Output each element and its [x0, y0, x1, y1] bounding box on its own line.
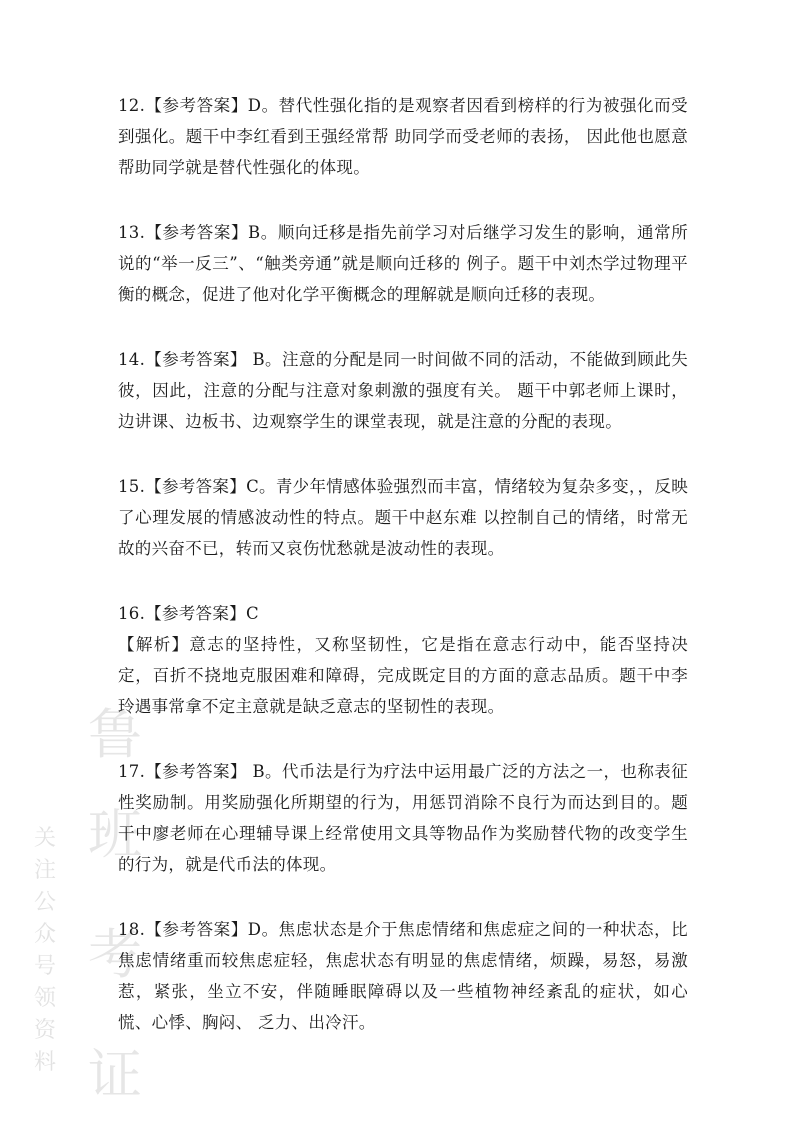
watermark-char: 鲁	[88, 703, 142, 766]
answer-item-18	[118, 914, 688, 1038]
watermark-char: 注	[33, 858, 56, 883]
watermark-char: 证	[88, 1043, 142, 1106]
watermark-char: 资	[33, 1018, 56, 1043]
answer-text: 15.【参考答案】C。青少年情感体验强烈而丰富，情绪较为复杂多变，，反映了心理发展的情感波动性的特点。题干中赵东难 以控制自己的情绪，时常无故的兴奋不已，转而又哀伤忧愁就是波动性的表现。	[118, 477, 688, 558]
answer-text: 18.【参考答案】D。焦虑状态是介于焦虑情绪和焦虑症之间的一种状态，比焦虑情绪重而较焦虑症轻，焦虑状态有明显的焦虑情绪，烦躁，易怒，易激惹，紧张，坐立不安，伴随睡眠障碍以及一些植物神经紊乱的症状，如心慌、心悸、胸闷、 乏力、出冷汗。	[118, 920, 688, 1032]
answer-item-15	[118, 471, 688, 564]
watermark-char: 号	[33, 954, 56, 979]
watermark-char: 公	[33, 890, 56, 915]
answer-item-14	[118, 344, 688, 437]
answer-key: 16.【参考答案】C	[118, 604, 259, 623]
watermark-char: 料	[33, 1050, 56, 1075]
answer-text: 12.【参考答案】D。替代性强化指的是观察者因看到榜样的行为被强化而受到强化。题干中李红看到王强经常帮 助同学而受老师的表扬， 因此他也愿意帮助同学就是替代性强化的体现。	[118, 96, 688, 177]
answer-item-13	[118, 217, 688, 310]
answer-list	[118, 90, 688, 1038]
analysis-text: 【解析】意志的坚持性，又称坚韧性，它是指在意志行动中，能否坚持决定，百折不挠地克服困难和障碍，完成既定目的方面的意志品质。题干中李玲遇事常拿不定主意就是缺乏意志的坚韧性的表现。	[118, 635, 688, 716]
watermark-char: 班	[88, 803, 142, 866]
answer-item-12	[118, 90, 688, 183]
watermark-char: 众	[33, 922, 56, 947]
answer-text: 14.【参考答案】 B。注意的分配是同一时间做不同的活动，不能做到顾此失彼，因此，注意的分配与注意对象刺激的强度有关。 题干中郭老师上课时，边讲课、边板书、边观察学生的课堂表现，就是注意的分配的表现。	[118, 350, 688, 431]
watermark-char: 领	[33, 986, 56, 1011]
answer-item-16	[118, 598, 688, 722]
watermark-char: 考	[88, 923, 142, 986]
watermark-char: 关	[33, 826, 56, 851]
answer-text: 17.【参考答案】 B。代币法是行为疗法中运用最广泛的方法之一，也称表征性奖励制。用奖励强化所期望的行为，用惩罚消除不良行为而达到目的。题干中廖老师在心理辅导课上经常使用文具等物品作为奖励替代物的改变学生的行为，就是代币法的体现。	[118, 762, 688, 874]
answer-text: 13.【参考答案】B。顺向迁移是指先前学习对后继学习发生的影响，通常所说的“举一反三”、“触类旁通”就是顺向迁移的 例子。题干中刘杰学过物理平衡的概念，促进了他对化学平衡概念的理解就是顺向迁移的表现。	[118, 223, 688, 304]
answer-item-17	[118, 756, 688, 880]
